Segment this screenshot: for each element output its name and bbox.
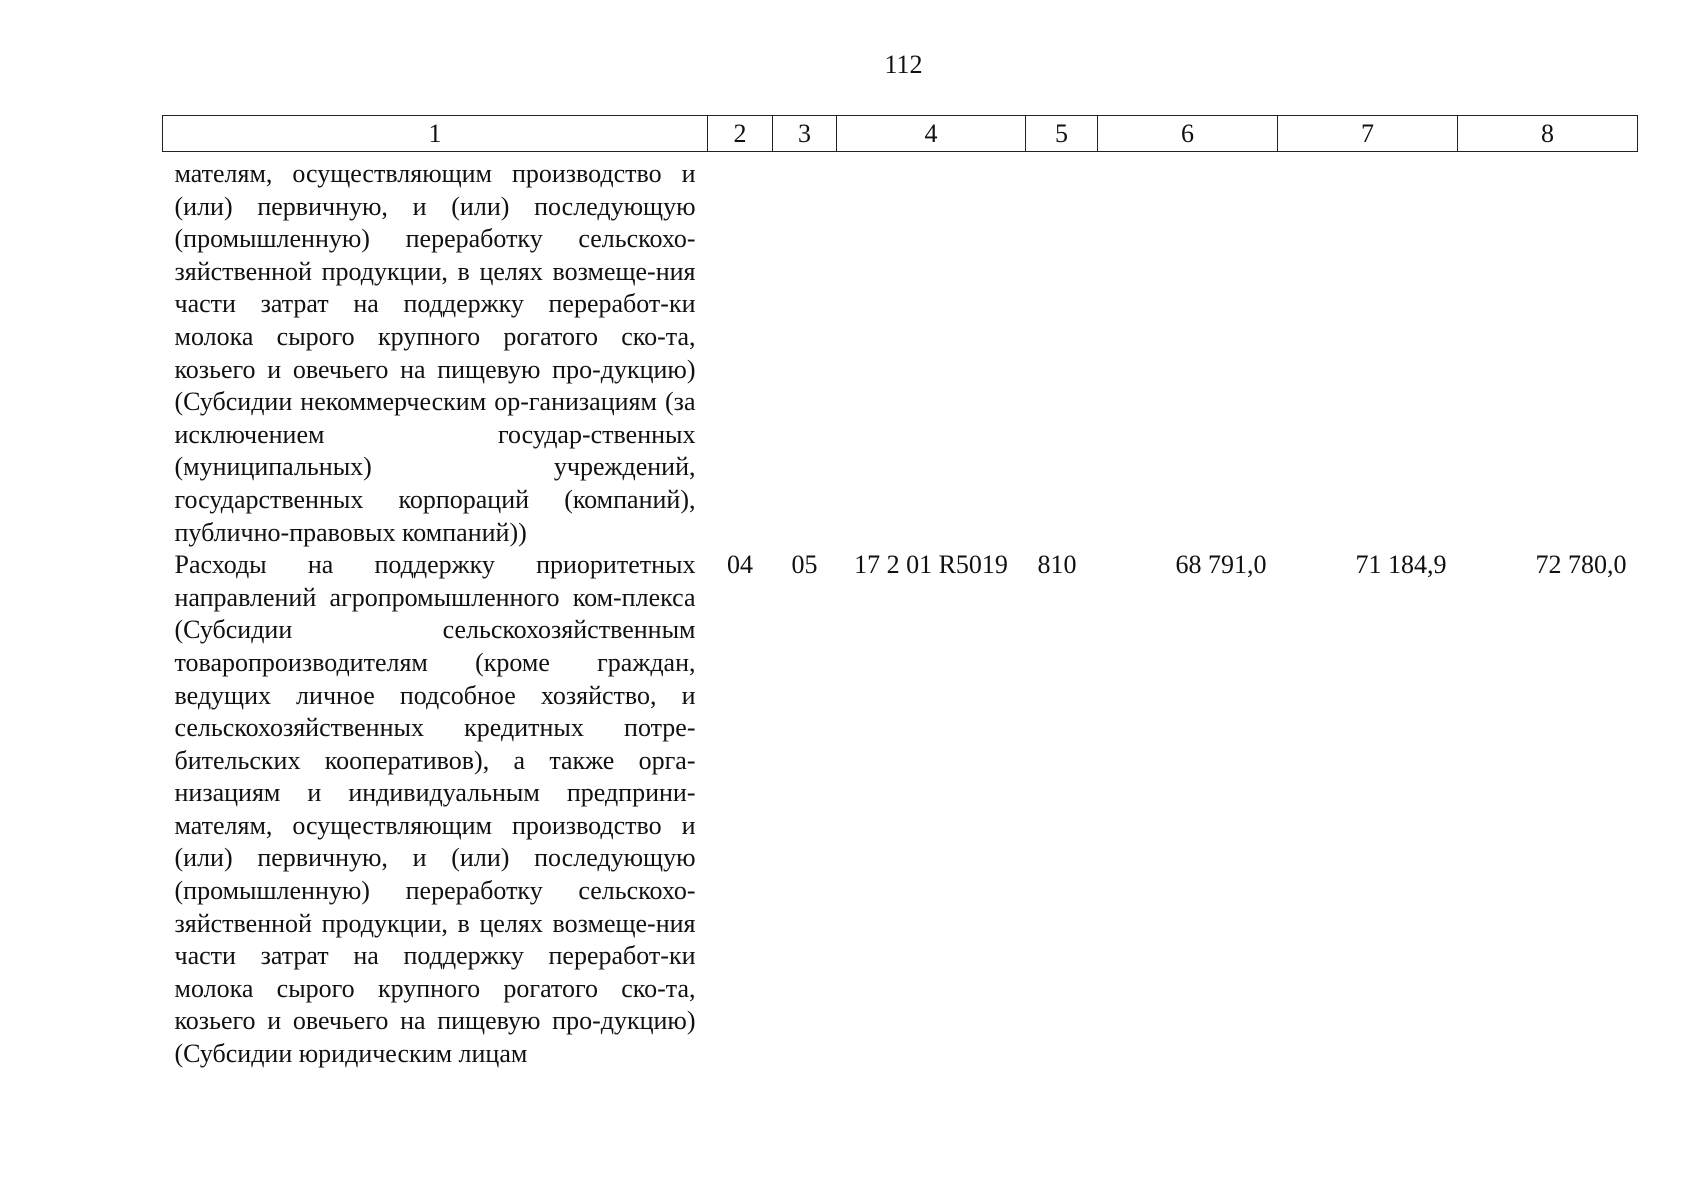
header-col-3: 3	[773, 116, 837, 152]
budget-table	[162, 115, 1638, 1071]
row-section-code	[708, 152, 773, 550]
header-row	[163, 116, 1638, 152]
header-col-4: 4	[837, 116, 1026, 152]
page-number: 112	[884, 50, 923, 79]
row-section-code: 04	[727, 550, 753, 580]
row-amount-col8	[1458, 152, 1638, 550]
row-amount-col7	[1278, 152, 1458, 550]
row-amount-col7: 71 184,9	[1355, 550, 1447, 580]
row-amount-col6: 68 791,0	[1175, 550, 1267, 580]
header-col-2: 2	[708, 116, 773, 152]
row-amount-col6	[1098, 152, 1278, 550]
row-subsection-code	[773, 152, 837, 550]
row-expense-type	[1026, 152, 1098, 550]
row-target-article	[837, 152, 1026, 550]
row-subsection-code: 05	[791, 550, 818, 580]
header-col-1: 1	[163, 116, 708, 152]
row-amount-col8: 72 780,0	[1535, 550, 1627, 580]
table-header	[163, 116, 1638, 152]
header-col-6: 6	[1098, 116, 1278, 152]
table-row	[163, 152, 1638, 550]
table-body	[163, 152, 1638, 1071]
header-col-5: 5	[1026, 116, 1098, 152]
table-row	[163, 549, 1638, 1071]
row-description: Расходы на поддержку приоритетных направлений агропромышленного ком-плекса (Субсидии сельскохозяйственным товаропроизводителям (кроме граждан, ведущих личное подсобное хозяйство, и сельскохозяйственных кредитных потре-бительских кооперативов), а также орга-низациям и индивидуальным предприни-мателям, осуществляющим производство и (или) первичную, и (или) последующую (промышленную) переработку сельскохо-зяйственной продукции, в целях возмеще-ния части затрат на поддержку переработ-ки молока сырого крупного рогатого ско-та, козьего и овечьего на пищевую про-дукцию) (Субсидии юридическим лицам	[174, 550, 696, 1069]
row-target-article: 17 2 01 R5019	[854, 550, 1008, 580]
row-description: мателям, осуществляющим производство и (или) первичную, и (или) последующую (промышленную) переработку сельскохо-зяйственной продукции, в целях возмеще-ния части затрат на поддержку переработ-ки молока сырого крупного рогатого ско-та, козьего и овечьего на пищевую про-дукцию) (Субсидии некоммерческим ор-ганизациям (за исключением государ-ственных (муниципальных) учреждений, государственных корпораций (компаний), публично-правовых компаний))	[174, 159, 696, 547]
row-expense-type: 810	[1037, 550, 1077, 580]
header-col-7: 7	[1278, 116, 1458, 152]
header-col-8: 8	[1458, 116, 1638, 152]
